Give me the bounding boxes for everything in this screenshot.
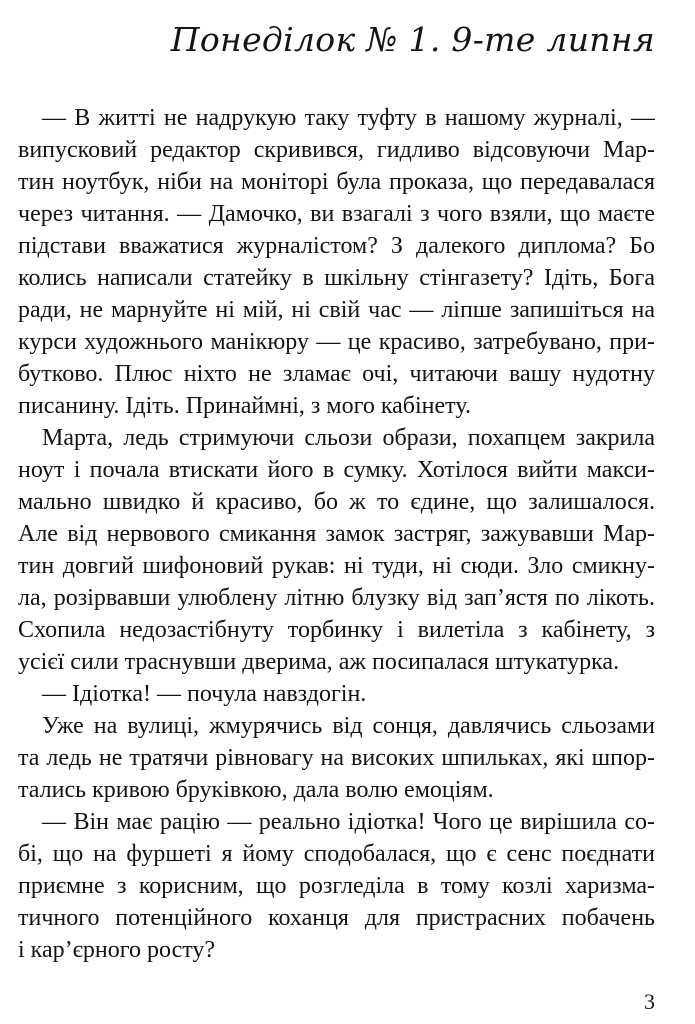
text-line: бутково. Плюс ніхто не зламає очі, читаючи вашу нудотну (18, 361, 655, 387)
page-number: 3 (644, 989, 655, 1014)
text-line: Уже на вулиці, жмурячись від сонця, давлячись сльозами (42, 713, 655, 739)
text-line: мально швидко й красиво, бо ж то єдине, що залишалося. (18, 489, 655, 515)
text-line: тин довгий шифоновий рукав: ні туди, ні сюди. Зло смикну- (18, 553, 655, 579)
text-line: усієї сили траснувши дверима, аж посипалася штукатурка. (18, 649, 620, 675)
text-line: випусковий редактор скривився, гидливо відсовуючи Мар- (18, 137, 655, 163)
text-line: ноут і почала втискати його в сумку. Хотілося вийти макси- (18, 457, 655, 483)
text-line: Схопила недозастібнуту торбинку і вилетіла з кабінету, з (18, 617, 655, 643)
body-text (18, 102, 655, 966)
text-line: Але від нервового смикання замок застряг, зажувавши Мар- (18, 521, 655, 547)
text-line: тичного потенційного коханця для пристрасних побачень (18, 905, 655, 931)
text-line: приємне з корисним, що розгледіла в тому козлі харизма- (18, 873, 655, 899)
text-line: тались кривою бруківкою, дала волю емоціям. (18, 777, 494, 803)
text-line: ради, не марнуйте ні мій, ні свій час — ліпше запишіться на (18, 297, 655, 323)
text-line: підстави вважатися журналістом? З далекого диплома? Бо (18, 233, 655, 259)
chapter-title: Понеділок № 1. 9-те липня (170, 20, 655, 59)
text-line: — Він має рацію — реально ідіотка! Чого це вирішила со- (42, 809, 655, 835)
text-line: колись написали статейку в шкільну стінгазету? Ідіть, Бога (18, 265, 655, 291)
text-line: Марта, ледь стримуючи сльози образи, похапцем закрила (42, 425, 655, 451)
text-line: писанину. Ідіть. Принаймні, з мого кабінету. (18, 393, 471, 419)
text-line: через читання. — Дамочко, ви взагалі з чого взяли, що маєте (18, 201, 655, 227)
text-line: тин ноутбук, ніби на моніторі була проказа, що передавалася (18, 169, 655, 195)
text-line: і кар’єрного росту? (18, 937, 216, 963)
text-line: — Ідіотка! — почула навздогін. (42, 681, 367, 707)
text-line: та ледь не тратячи рівновагу на високих шпильках, які шпор- (18, 745, 655, 771)
text-line: — В житті не надрукую таку туфту в нашому журналі, — (42, 105, 655, 131)
text-line: бі, що на фуршеті я йому сподобалася, що є сенс поєднати (18, 841, 655, 867)
text-line: курси художнього манікюру — це красиво, затребувано, при- (18, 329, 655, 355)
text-line: ла, розірвавши улюблену літню блузку від зап’ястя по лікоть. (18, 585, 655, 611)
